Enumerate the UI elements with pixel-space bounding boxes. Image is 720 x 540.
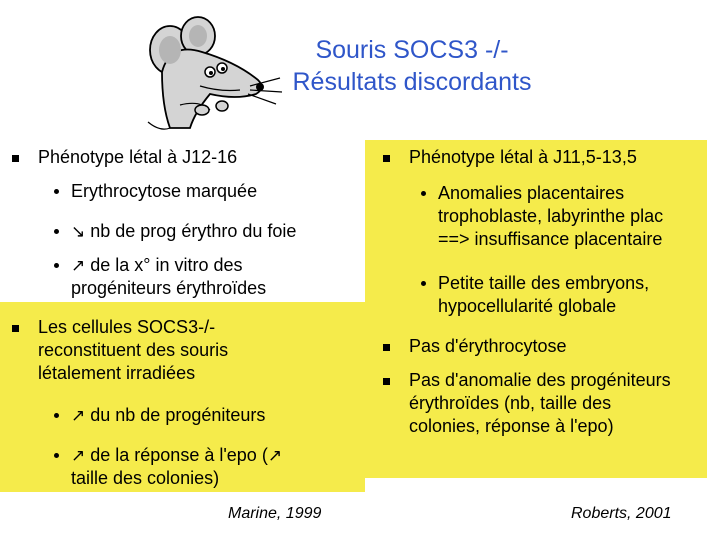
left-item-1: Erythrocytose marquée [71, 181, 258, 201]
square-bullet [12, 155, 19, 162]
round-bullet [54, 413, 59, 418]
right-item-1-line-3: ==> insuffisance placentaire [438, 229, 663, 249]
square-bullet [383, 344, 390, 351]
left-item-4-text: du nb de progéniteurs [85, 405, 266, 425]
left-item-5 [71, 444, 282, 490]
left-item-3-line-1: de la x° in vitro des [85, 255, 243, 275]
left-item-5-line-1: de la réponse à l'epo ( [85, 445, 268, 465]
right-heading-3 [409, 369, 671, 438]
square-bullet [383, 378, 390, 385]
left-reference: Marine, 1999 [228, 505, 322, 522]
left-heading-2 [38, 316, 228, 385]
arrow-down-right-icon: ↘ [71, 222, 86, 241]
title-line-2: Résultats discordants [292, 68, 532, 96]
arrow-up-right-icon: ↗ [71, 446, 86, 465]
round-bullet [54, 229, 59, 234]
left-item-3 [71, 254, 266, 300]
left-item-3-line-2: progéniteurs érythroïdes [71, 278, 267, 298]
right-item-1 [438, 182, 663, 251]
right-reference: Roberts, 2001 [571, 505, 672, 522]
slide-title [262, 34, 562, 98]
left-heading-2-line-1: Les cellules SOCS3-/- [38, 317, 216, 337]
round-bullet [54, 189, 59, 194]
round-bullet [421, 281, 426, 286]
left-item-4 [71, 404, 265, 427]
right-heading-3-line-1: Pas d'anomalie des progéniteurs [409, 370, 671, 390]
round-bullet [54, 263, 59, 268]
right-heading-1: Phénotype létal à J11,5-13,5 [409, 147, 637, 167]
arrow-up-right-icon: ↗ [267, 446, 283, 465]
left-heading-1: Phénotype létal à J12-16 [38, 147, 238, 167]
title-line-1: Souris SOCS3 -/- [315, 36, 509, 64]
right-item-2-line-1: Petite taille des embryons, [438, 273, 650, 293]
round-bullet [54, 453, 59, 458]
arrow-up-right-icon: ↗ [71, 256, 86, 275]
right-item-1-line-1: Anomalies placentaires [438, 183, 625, 203]
left-heading-2-line-3: létalement irradiées [38, 363, 196, 383]
right-heading-3-line-3: colonies, réponse à l'epo) [409, 416, 614, 436]
right-item-2-line-2: hypocellularité globale [438, 296, 617, 316]
square-bullet [383, 155, 390, 162]
right-heading-2: Pas d'érythrocytose [409, 336, 567, 356]
right-item-2 [438, 272, 649, 318]
left-item-5-line-2: taille des colonies) [71, 468, 220, 488]
left-heading-2-line-2: reconstituent des souris [38, 340, 229, 360]
square-bullet [12, 325, 19, 332]
left-item-2-text: nb de prog érythro du foie [85, 221, 297, 241]
right-item-1-line-2: trophoblaste, labyrinthe plac [438, 206, 664, 226]
left-item-2 [71, 220, 296, 243]
arrow-up-right-icon: ↗ [71, 406, 86, 425]
round-bullet [421, 191, 426, 196]
right-heading-3-line-2: érythroïdes (nb, taille des [409, 393, 612, 413]
